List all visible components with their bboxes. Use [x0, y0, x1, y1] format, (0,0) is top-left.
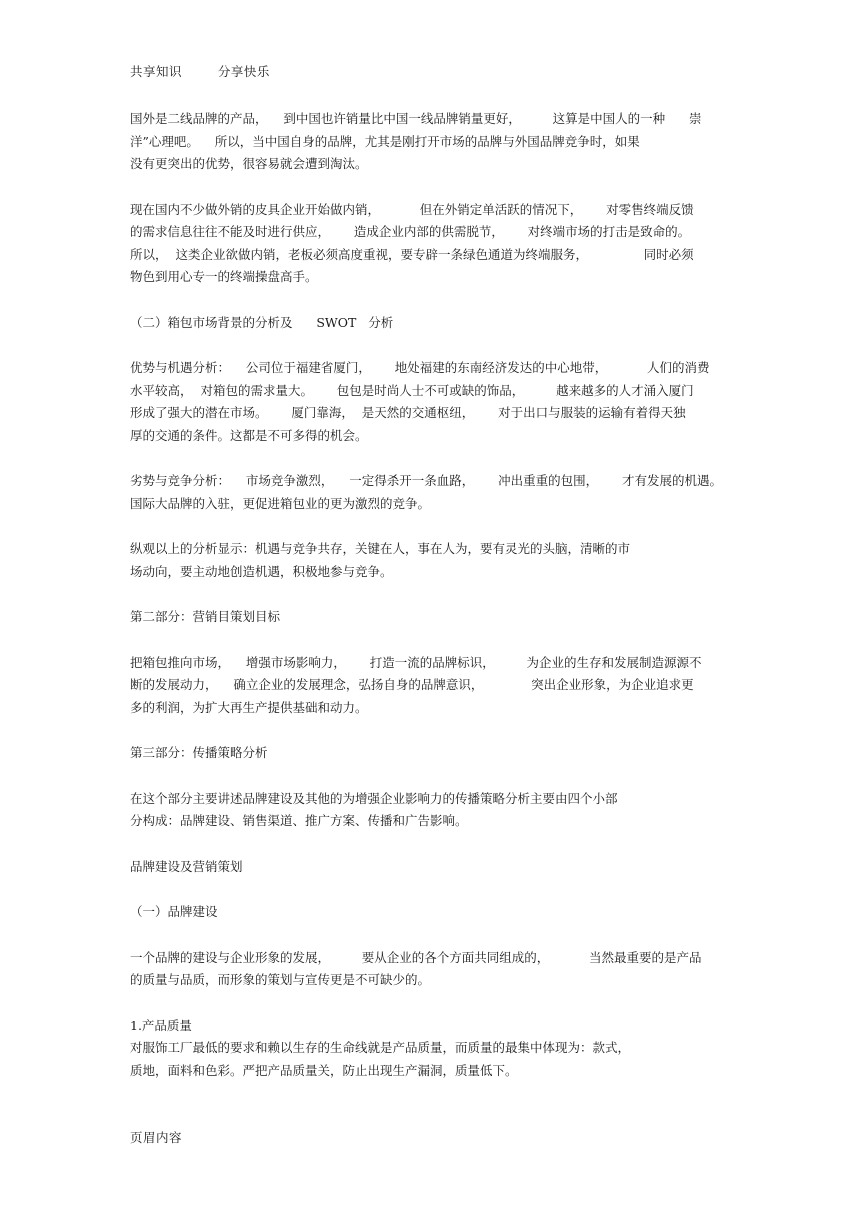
paragraph-line: 形成了强大的潜在市场。 厦门靠海， 是天然的交通枢纽， 对于出口与服装的运输有着得天独	[130, 405, 686, 420]
section-heading: 品牌建设及营销策划	[130, 858, 243, 874]
paragraph-line: 劣势与竞争分析： 市场竞争激烈， 一定得杀开一条血路， 冲出重重的包围， 才有发展的机遇。	[130, 473, 722, 488]
paragraph	[130, 788, 740, 833]
paragraph-line: 质地，面料和色彩。严把产品质量关，防止出现生产漏洞，质量低下。	[130, 1062, 518, 1078]
paragraph	[130, 108, 740, 176]
header-right-text: 分享快乐	[217, 64, 270, 79]
paragraph-line: 厚的交通的条件。这都是不可多得的机会。	[130, 427, 368, 443]
paragraph-line: 物色到用心专一的终端操盘高手。	[130, 269, 318, 284]
page-header	[130, 62, 740, 82]
header-left-text: 共享知识	[130, 64, 183, 79]
paragraph-line: 优势与机遇分析： 公司位于福建省厦门， 地处福建的东南经济发达的中心地带， 人们的消费	[130, 360, 710, 375]
paragraph-line: 国际大品牌的入驻，更促进箱包业的更为激烈的竞争。	[130, 495, 431, 511]
paragraph-line: 的需求信息往往不能及时进行供应， 造成企业内部的供需脱节， 对终端市场的打击是致命的。	[130, 224, 691, 239]
section-heading: （二）箱包市场背景的分析及 SWOT 分析	[130, 314, 394, 330]
paragraph-line: 纵观以上的分析显示：机遇与竞争共存，关键在人，事在人为，要有灵光的头脑，清晰的市	[130, 541, 631, 556]
paragraph	[130, 947, 740, 992]
paragraph	[130, 1015, 740, 1083]
paragraph-line: 把箱包推向市场， 增强市场影响力， 打造一流的品牌标识， 为企业的生存和发展制造源源不	[130, 654, 702, 670]
section-heading: 第二部分：营销目策划目标	[130, 609, 281, 624]
paragraph-line: 对服饰工厂最低的要求和赖以生存的生命线就是产品质量，而质量的最集中体现为：款式，	[130, 1040, 631, 1055]
paragraph-line: 现在国内不少做外销的皮具企业开始做内销， 但在外销定单活跃的情况下， 对零售终端反馈	[130, 201, 694, 217]
paragraph-line: 一个品牌的建设与企业形象的发展， 要从企业的各个方面共同组成的， 当然最重要的是产品	[130, 949, 702, 965]
paragraph-line: 水平较高， 对箱包的需求量大。 包包是时尚人士不可或缺的饰品， 越来越多的人才涌入厦门	[130, 382, 694, 398]
paragraph-line: 洋”心理吧。 所以，当中国自身的品牌，尤其是刚打开市场的品牌与外国品牌竞争时，如果	[130, 133, 640, 149]
paragraph-line: 没有更突出的优势，很容易就会遭到淘汰。	[130, 156, 368, 171]
paragraph	[130, 538, 740, 583]
paragraph	[130, 357, 740, 447]
paragraph-line: 场动向，要主动地创造机遇，积极地参与竞争。	[130, 563, 393, 579]
paragraph-line: 所以， 这类企业欲做内销，老板必须高度重视，要专辟一条绿色通道为终端服务， 同时必须	[130, 246, 694, 262]
paragraph	[130, 199, 740, 289]
section-heading: （一）品牌建设	[130, 904, 218, 919]
document-page	[130, 62, 740, 1105]
paragraph-line: 多的利润，为扩大再生产提供基础和动力。	[130, 699, 368, 715]
paragraph-line: 在这个部分主要讲述品牌建设及其他的为增强企业影响力的传播策略分析主要由四个小部	[130, 790, 618, 806]
paragraph	[130, 470, 740, 515]
section-heading: 第三部分：传播策略分析	[130, 745, 268, 760]
paragraph-line: 1.产品质量	[130, 1017, 192, 1033]
paragraph-line: 断的发展动力， 确立企业的发展理念，弘扬自身的品牌意识， 突出企业形象，为企业追求更	[130, 677, 694, 692]
document-body	[130, 108, 740, 1082]
paragraph	[130, 652, 740, 720]
paragraph-line: 分构成：品牌建设、销售渠道、推广方案、传播和广告影响。	[130, 813, 468, 828]
paragraph-line: 的质量与品质，而形象的策划与宣传更是不可缺少的。	[130, 972, 431, 987]
paragraph-line: 国外是二线品牌的产品， 到中国也许销量比中国一线品牌销量更好， 这算是中国人的一种 崇	[130, 111, 702, 126]
page-footer: 页眉内容	[130, 1130, 183, 1145]
